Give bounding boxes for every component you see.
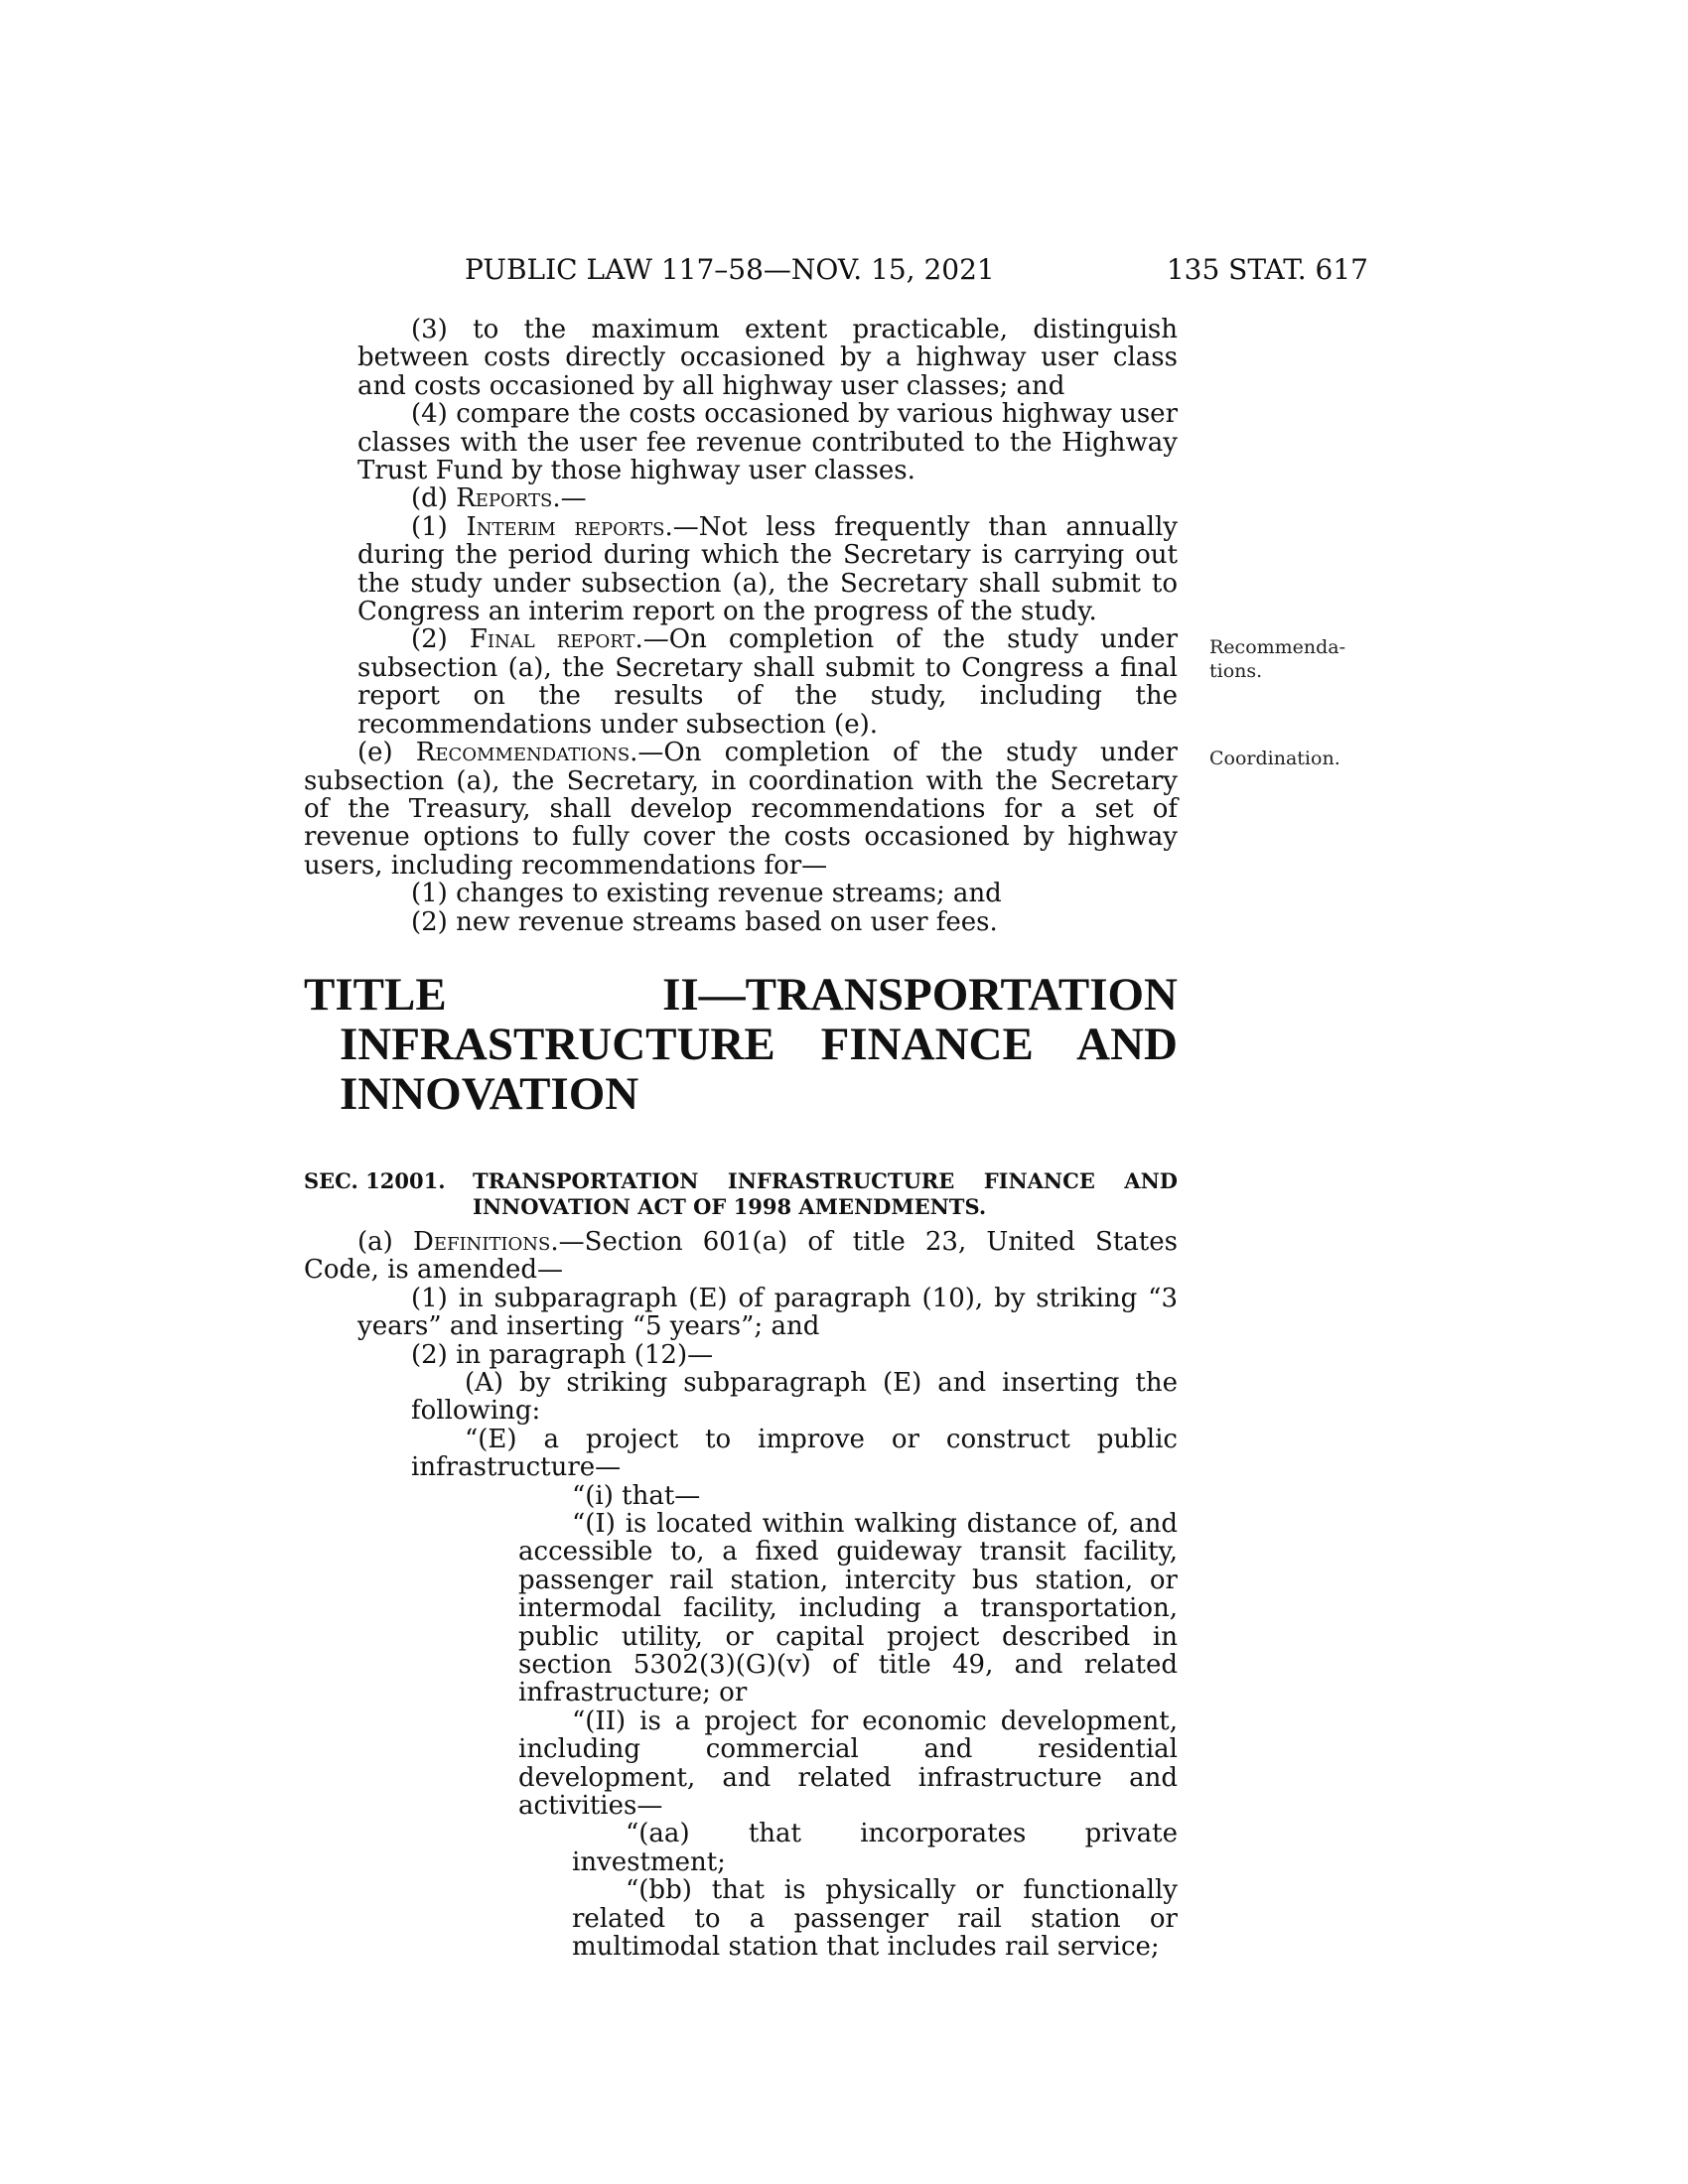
paragraph-heading: Interim reports [466, 511, 665, 542]
margin-note-line: tions. [1209, 660, 1263, 682]
section-number: SEC. 12001. [304, 1167, 446, 1193]
subsection-label: (e) [357, 738, 416, 768]
subsection-heading: Recommendations [415, 738, 631, 768]
paragraph-c3: (3) to the maximum extent practicable, distinguish between costs directly occasioned by a highway user class and costs occasioned by all highway user classes; and [357, 315, 1178, 401]
paragraph-e1: (1) changes to existing revenue streams; and [411, 879, 1002, 909]
running-header [465, 248, 1368, 292]
quoted-subparagraph-E: “(E) a project to improve or construct public infrastructure— [411, 1424, 1178, 1483]
subsection-label: (a) [357, 1226, 413, 1257]
paragraph-label: (2) [411, 624, 470, 655]
margin-note-recommendations [1209, 635, 1345, 683]
section-heading [304, 1168, 1178, 1220]
quoted-item-aa: “(aa) that incorporates private investment; [572, 1819, 1178, 1877]
quoted-item-bb: “(bb) that is physically or functionally related to a passenger rail station or multimodal station that includes rail service; [572, 1875, 1178, 1963]
page-body [304, 316, 1178, 1962]
paragraph-c4: (4) compare the costs occasioned by various highway user classes with the user fee revenue contributed to the Highway Trust Fund by those highway user classes. [357, 399, 1178, 486]
subsection-text: .—Section 601(a) of title 23, United States Code, is amended— [304, 1226, 1178, 1286]
heading-dash: .— [552, 483, 587, 514]
subsection-e-recommendations [304, 739, 1178, 880]
subsection-d-reports [304, 484, 1178, 512]
quoted-subclause-I: “(I) is located within walking distance of, and accessible to, a fixed guideway transit facility, passenger rail station, intercity bus station, or intermodal facility, including a transportation, public utility, or capital project described in section 5302(3)(G)(v) of title 49, and related infrastructure; or [518, 1509, 1178, 1708]
paragraph-heading: Final report [469, 624, 635, 655]
paragraph-e2: (2) new revenue streams based on user fees. [411, 906, 998, 937]
paragraph-text: .—Not less frequently than annually during the period during which the Secretary is carrying out the study under subsection (a), the Secretary shall submit to Congress an interim report on the progress of the study. [357, 511, 1178, 627]
paragraph-a1: (1) in subparagraph (E) of paragraph (10), by striking “3 years” and inserting “5 years”; and [357, 1283, 1178, 1342]
subsection-heading: Reports [456, 483, 553, 514]
margin-note-coordination: Coordination. [1209, 748, 1340, 769]
quoted-subclause-II: “(II) is a project for economic development, including commercial and residential development, and related infrastructure and activities— [518, 1706, 1178, 1822]
subparagraph-a2A: (A) by striking subparagraph (E) and inserting the following: [411, 1367, 1178, 1427]
section-title: TRANSPORTATION INFRASTRUCTURE FINANCE AND INNOVATION ACT OF 1998 AMENDMENTS. [473, 1167, 1178, 1219]
page-number: 135 STAT. 617 [1166, 253, 1368, 286]
paragraph-a2: (2) in paragraph (12)— [411, 1339, 714, 1370]
paragraph-label: (1) [411, 511, 467, 542]
paragraph-d1-interim-reports [304, 513, 1178, 626]
title-heading: TITLE II—TRANSPORTATION INFRASTRUCTURE FINANCE AND INNOVATION [304, 968, 1178, 1120]
quoted-clause-i: “(i) that— [572, 1480, 701, 1511]
margin-note-line: Recommenda- [1209, 636, 1346, 658]
paragraph-d2-final-report [304, 625, 1178, 739]
running-head: PUBLIC LAW 117–58—NOV. 15, 2021 [465, 253, 995, 286]
paragraph-text: .—On completion of the study under subsection (a), the Secretary shall submit to Congress a final report on the results of the study, including the recommendations under subsection (e). [357, 624, 1179, 740]
subsection-heading: Definitions [412, 1226, 551, 1257]
subsection-label: (d) [411, 483, 457, 514]
subsection-text: .—On completion of the study under subsection (a), the Secretary, in coordination with the Secretary of the Treasury, shall develop recommendations for a set of revenue options to fully cover the costs occasioned by highway users, including recommendations for— [304, 738, 1178, 881]
subsection-a-definitions [304, 1228, 1178, 1285]
